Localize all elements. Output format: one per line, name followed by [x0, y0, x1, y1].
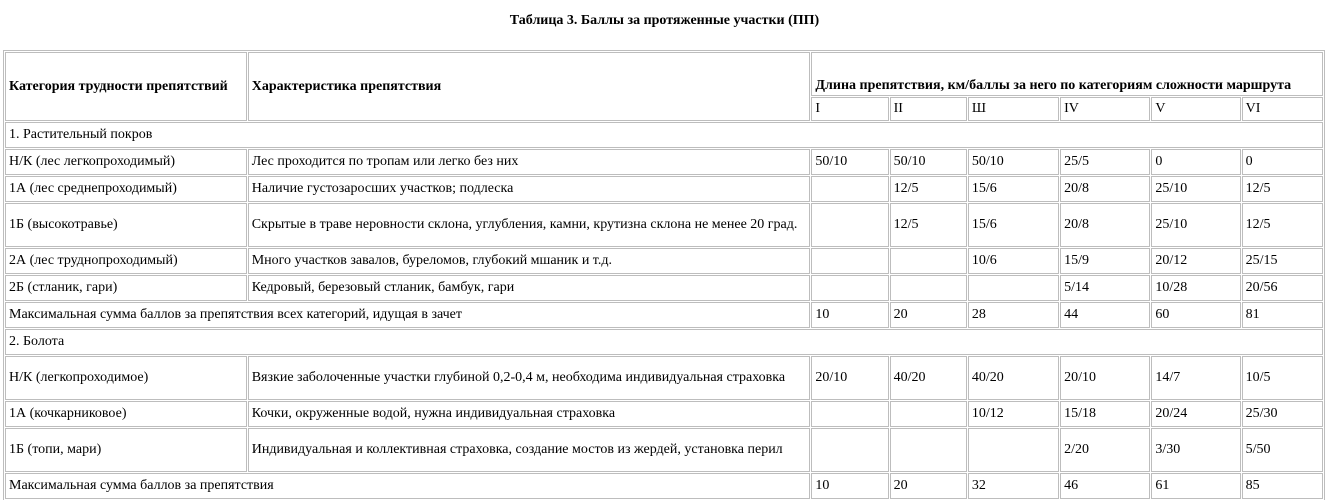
row-value	[811, 428, 888, 472]
row-value: 25/10	[1151, 203, 1240, 247]
row-value: 50/10	[811, 149, 888, 175]
row-value: 25/15	[1242, 248, 1323, 274]
total-label: Максимальная сумма баллов за препятствия	[5, 473, 810, 499]
row-value: 15/9	[1060, 248, 1150, 274]
section-title: 2. Болота	[5, 329, 1323, 355]
row-value: 15/18	[1060, 401, 1150, 427]
row-value: 12/5	[890, 176, 967, 202]
row-category: 1А (кочкарниковое)	[5, 401, 247, 427]
row-value: 20/8	[1060, 203, 1150, 247]
row-category: 2Б (стланик, гари)	[5, 275, 247, 301]
table-row	[5, 203, 1323, 247]
table-row	[5, 149, 1323, 175]
total-value: 32	[968, 473, 1059, 499]
row-value: 10/12	[968, 401, 1059, 427]
row-value: 20/8	[1060, 176, 1150, 202]
row-value: 20/56	[1242, 275, 1323, 301]
row-value: 5/50	[1242, 428, 1323, 472]
total-value: 20	[890, 473, 967, 499]
row-value: 20/10	[1060, 356, 1150, 400]
table-row	[5, 248, 1323, 274]
row-value: 0	[1242, 149, 1323, 175]
row-value: 20/10	[811, 356, 888, 400]
table-row	[5, 176, 1323, 202]
row-value: 15/6	[968, 203, 1059, 247]
header-category: Категория трудности препятствий	[5, 52, 247, 121]
section-row	[5, 329, 1323, 355]
table-row	[5, 428, 1323, 472]
row-description: Кедровый, березовый стланик, бамбук, гари	[248, 275, 811, 301]
header-level: V	[1151, 97, 1240, 121]
row-description: Много участков завалов, буреломов, глубокий мшаник и т.д.	[248, 248, 811, 274]
row-category: 1Б (высокотравье)	[5, 203, 247, 247]
row-value	[811, 203, 888, 247]
row-category: 1А (лес среднепроходимый)	[5, 176, 247, 202]
row-category: Н/К (лес легкопроходимый)	[5, 149, 247, 175]
row-value: 50/10	[968, 149, 1059, 175]
row-value: 10/6	[968, 248, 1059, 274]
total-value: 10	[811, 302, 888, 328]
row-value: 10/28	[1151, 275, 1240, 301]
total-value: 61	[1151, 473, 1240, 499]
total-value: 20	[890, 302, 967, 328]
row-value: 20/12	[1151, 248, 1240, 274]
row-value	[811, 401, 888, 427]
row-value: 25/10	[1151, 176, 1240, 202]
row-value: 10/5	[1242, 356, 1323, 400]
header-length: Длина препятствия, км/баллы за него по категориям сложности маршрута	[811, 52, 1323, 96]
row-value: 25/30	[1242, 401, 1323, 427]
row-value	[890, 275, 967, 301]
row-category: 1Б (топи, мари)	[5, 428, 247, 472]
row-description: Индивидуальная и коллективная страховка, создание мостов из жердей, установка перил	[248, 428, 811, 472]
total-value: 81	[1242, 302, 1323, 328]
total-value: 10	[811, 473, 888, 499]
row-category: 2А (лес труднопроходимый)	[5, 248, 247, 274]
row-value: 20/24	[1151, 401, 1240, 427]
obstacle-points-table	[3, 50, 1325, 500]
section-title: 1. Растительный покров	[5, 122, 1323, 148]
header-level: Ш	[968, 97, 1059, 121]
total-row	[5, 302, 1323, 328]
row-value	[811, 248, 888, 274]
header-row	[5, 52, 1323, 96]
total-value: 60	[1151, 302, 1240, 328]
row-value: 25/5	[1060, 149, 1150, 175]
row-category: Н/К (легкопроходимое)	[5, 356, 247, 400]
row-value: 2/20	[1060, 428, 1150, 472]
total-label: Максимальная сумма баллов за препятствия всех категорий, идущая в зачет	[5, 302, 810, 328]
row-value	[811, 275, 888, 301]
row-value: 12/5	[890, 203, 967, 247]
row-value: 15/6	[968, 176, 1059, 202]
header-level: VI	[1242, 97, 1323, 121]
row-value: 40/20	[890, 356, 967, 400]
table-row	[5, 356, 1323, 400]
row-description: Кочки, окруженные водой, нужна индивидуальная страховка	[248, 401, 811, 427]
row-value	[890, 248, 967, 274]
row-value: 40/20	[968, 356, 1059, 400]
row-value: 12/5	[1242, 176, 1323, 202]
table-row	[5, 401, 1323, 427]
table-row	[5, 275, 1323, 301]
row-value	[890, 401, 967, 427]
header-level: I	[811, 97, 888, 121]
row-description: Наличие густозаросших участков; подлеска	[248, 176, 811, 202]
total-value: 28	[968, 302, 1059, 328]
row-description: Скрытые в траве неровности склона, углубления, камни, крутизна склона не менее 20 град.	[248, 203, 811, 247]
row-value: 12/5	[1242, 203, 1323, 247]
total-value: 46	[1060, 473, 1150, 499]
row-value: 50/10	[890, 149, 967, 175]
row-value: 0	[1151, 149, 1240, 175]
row-value	[968, 428, 1059, 472]
section-row	[5, 122, 1323, 148]
row-value: 5/14	[1060, 275, 1150, 301]
header-level: II	[890, 97, 967, 121]
table-container	[3, 50, 1325, 500]
row-value	[811, 176, 888, 202]
total-value: 85	[1242, 473, 1323, 499]
total-row	[5, 473, 1323, 499]
header-level: IV	[1060, 97, 1150, 121]
row-description: Вязкие заболоченные участки глубиной 0,2-0,4 м, необходима индивидуальная страховка	[248, 356, 811, 400]
row-value	[968, 275, 1059, 301]
row-value: 14/7	[1151, 356, 1240, 400]
total-value: 44	[1060, 302, 1150, 328]
row-value	[890, 428, 967, 472]
row-description: Лес проходится по тропам или легко без них	[248, 149, 811, 175]
row-value: 3/30	[1151, 428, 1240, 472]
header-characteristic: Характеристика препятствия	[248, 52, 811, 121]
table-caption: Таблица 3. Баллы за протяженные участки (ПП)	[509, 13, 820, 28]
